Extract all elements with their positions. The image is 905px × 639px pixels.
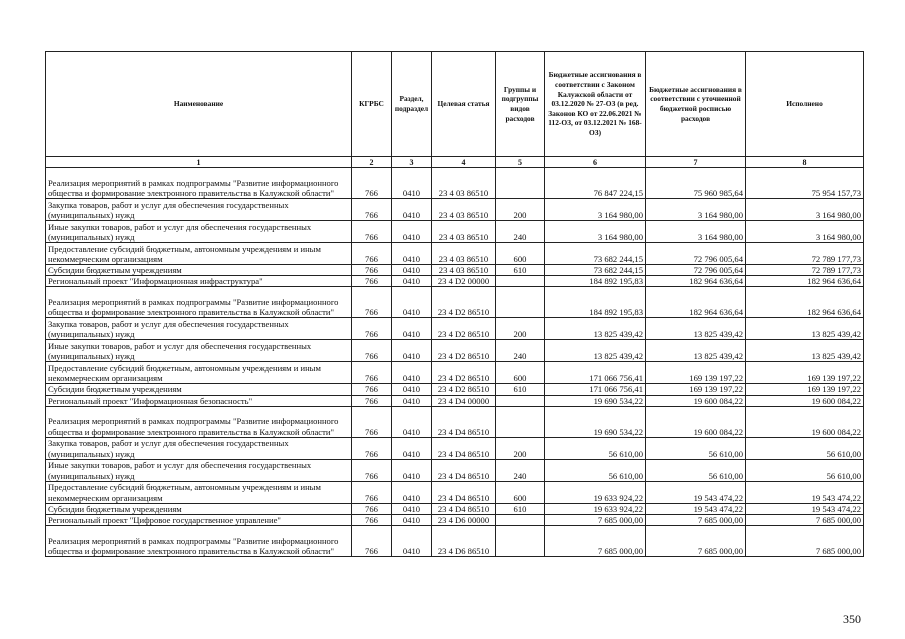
- row-kgrbs: 766: [352, 459, 392, 481]
- row-section: 0410: [392, 287, 432, 318]
- row-executed: 19 600 084,22: [746, 395, 864, 406]
- row-name: Реализация мероприятий в рамках подпрограммы "Развитие информационного общества и формирование электронного правительства в Калужской области": [46, 168, 352, 199]
- row-name: Региональный проект "Цифровое государственное управление": [46, 515, 352, 526]
- row-article: 23 4 03 86510: [432, 199, 496, 221]
- column-number: 7: [646, 157, 746, 168]
- row-article: 23 4 03 86510: [432, 221, 496, 243]
- row-law-allocation: 19 633 924,22: [545, 503, 646, 514]
- row-section: 0410: [392, 384, 432, 395]
- row-kgrbs: 766: [352, 526, 392, 557]
- row-law-allocation: 184 892 195,83: [545, 287, 646, 318]
- row-group: [496, 287, 545, 318]
- row-section: 0410: [392, 221, 432, 243]
- row-name: Реализация мероприятий в рамках подпрограммы "Развитие информационного общества и формирование электронного правительства в Калужской области": [46, 287, 352, 318]
- column-number: 1: [46, 157, 352, 168]
- row-refined-allocation: 72 796 005,64: [646, 243, 746, 265]
- row-section: 0410: [392, 243, 432, 265]
- page-number: 350: [843, 612, 861, 626]
- col-header-groups: Группы и подгруппы видов расходов: [496, 52, 545, 157]
- row-refined-allocation: 72 796 005,64: [646, 265, 746, 276]
- row-section: 0410: [392, 515, 432, 526]
- row-group: 610: [496, 265, 545, 276]
- row-name: Реализация мероприятий в рамках подпрограммы "Развитие информационного общества и формирование электронного правительства в Калужской области": [46, 406, 352, 437]
- row-group: 240: [496, 459, 545, 481]
- row-executed: 7 685 000,00: [746, 526, 864, 557]
- row-kgrbs: 766: [352, 199, 392, 221]
- row-kgrbs: 766: [352, 276, 392, 287]
- table-row: [46, 459, 864, 481]
- row-refined-allocation: 19 543 474,22: [646, 503, 746, 514]
- row-name: Иные закупки товаров, работ и услуг для обеспечения государственных (муниципальных) нужд: [46, 459, 352, 481]
- row-executed: 56 610,00: [746, 437, 864, 459]
- column-number: 4: [432, 157, 496, 168]
- row-kgrbs: 766: [352, 481, 392, 503]
- row-article: 23 4 D4 86510: [432, 437, 496, 459]
- table-row: [46, 406, 864, 437]
- row-name: Иные закупки товаров, работ и услуг для обеспечения государственных (муниципальных) нужд: [46, 340, 352, 362]
- row-name: Субсидии бюджетным учреждениям: [46, 265, 352, 276]
- table-row: [46, 168, 864, 199]
- row-section: 0410: [392, 199, 432, 221]
- row-name: Иные закупки товаров, работ и услуг для обеспечения государственных (муниципальных) нужд: [46, 221, 352, 243]
- row-name: Региональный проект "Информационная безопасность": [46, 395, 352, 406]
- row-name: Субсидии бюджетным учреждениям: [46, 503, 352, 514]
- row-kgrbs: 766: [352, 437, 392, 459]
- row-executed: 3 164 980,00: [746, 221, 864, 243]
- row-law-allocation: 73 682 244,15: [545, 265, 646, 276]
- table-row: [46, 199, 864, 221]
- row-section: 0410: [392, 459, 432, 481]
- row-kgrbs: 766: [352, 265, 392, 276]
- row-executed: 72 789 177,73: [746, 243, 864, 265]
- row-law-allocation: 171 066 756,41: [545, 362, 646, 384]
- table-body: [46, 157, 864, 557]
- row-name: Реализация мероприятий в рамках подпрограммы "Развитие информационного общества и формирование электронного правительства в Калужской области": [46, 526, 352, 557]
- column-number: 6: [545, 157, 646, 168]
- row-refined-allocation: 13 825 439,42: [646, 318, 746, 340]
- row-kgrbs: 766: [352, 287, 392, 318]
- row-group: 240: [496, 221, 545, 243]
- table-row: [46, 503, 864, 514]
- table-row: [46, 243, 864, 265]
- table-row: [46, 437, 864, 459]
- row-kgrbs: 766: [352, 221, 392, 243]
- col-header-article: Целевая статья: [432, 52, 496, 157]
- row-refined-allocation: 169 139 197,22: [646, 384, 746, 395]
- row-section: 0410: [392, 526, 432, 557]
- row-group: [496, 276, 545, 287]
- row-refined-allocation: 169 139 197,22: [646, 362, 746, 384]
- row-group: [496, 168, 545, 199]
- row-kgrbs: 766: [352, 340, 392, 362]
- row-kgrbs: 766: [352, 318, 392, 340]
- budget-table: [45, 51, 864, 557]
- row-law-allocation: 7 685 000,00: [545, 526, 646, 557]
- table-row: [46, 318, 864, 340]
- row-executed: 19 543 474,22: [746, 481, 864, 503]
- table-row: [46, 221, 864, 243]
- row-executed: 13 825 439,42: [746, 340, 864, 362]
- col-header-law-allocations: Бюджетные ассигнования в соответствии с Законом Калужской области от 03.12.2020 № 27-ОЗ (в ред. Законов КО от 22.06.2021 № 112-ОЗ, от 03.12.2021 № 168-ОЗ): [545, 52, 646, 157]
- column-number-row: [46, 157, 864, 168]
- table-row: [46, 362, 864, 384]
- row-kgrbs: 766: [352, 395, 392, 406]
- row-section: 0410: [392, 276, 432, 287]
- row-refined-allocation: 19 600 084,22: [646, 395, 746, 406]
- row-refined-allocation: 56 610,00: [646, 437, 746, 459]
- row-executed: 7 685 000,00: [746, 515, 864, 526]
- row-law-allocation: 56 610,00: [545, 437, 646, 459]
- row-article: 23 4 D4 86510: [432, 503, 496, 514]
- row-law-allocation: 19 633 924,22: [545, 481, 646, 503]
- row-law-allocation: 73 682 244,15: [545, 243, 646, 265]
- row-refined-allocation: 19 543 474,22: [646, 481, 746, 503]
- row-article: 23 4 D2 86510: [432, 287, 496, 318]
- row-executed: 19 600 084,22: [746, 406, 864, 437]
- row-law-allocation: 76 847 224,15: [545, 168, 646, 199]
- row-name: Закупка товаров, работ и услуг для обеспечения государственных (муниципальных) нужд: [46, 199, 352, 221]
- row-group: [496, 515, 545, 526]
- row-kgrbs: 766: [352, 243, 392, 265]
- row-article: 23 4 03 86510: [432, 168, 496, 199]
- row-refined-allocation: 3 164 980,00: [646, 199, 746, 221]
- row-article: 23 4 03 86510: [432, 265, 496, 276]
- row-group: 600: [496, 243, 545, 265]
- row-article: 23 4 03 86510: [432, 243, 496, 265]
- row-group: [496, 526, 545, 557]
- row-law-allocation: 19 690 534,22: [545, 406, 646, 437]
- column-number: 5: [496, 157, 545, 168]
- row-name: Предоставление субсидий бюджетным, автономным учреждениям и иным некоммерческим организациям: [46, 481, 352, 503]
- row-group: 610: [496, 503, 545, 514]
- row-law-allocation: 13 825 439,42: [545, 340, 646, 362]
- row-refined-allocation: 7 685 000,00: [646, 515, 746, 526]
- row-executed: 169 139 197,22: [746, 384, 864, 395]
- row-executed: 19 543 474,22: [746, 503, 864, 514]
- row-article: 23 4 D2 86510: [432, 318, 496, 340]
- table-row: [46, 481, 864, 503]
- col-header-kgrbs: КГРБС: [352, 52, 392, 157]
- header-row: [46, 52, 864, 157]
- row-law-allocation: 56 610,00: [545, 459, 646, 481]
- row-kgrbs: 766: [352, 168, 392, 199]
- table-row: [46, 526, 864, 557]
- row-name: Закупка товаров, работ и услуг для обеспечения государственных (муниципальных) нужд: [46, 318, 352, 340]
- row-refined-allocation: 13 825 439,42: [646, 340, 746, 362]
- column-number: 3: [392, 157, 432, 168]
- row-executed: 3 164 980,00: [746, 199, 864, 221]
- row-group: 600: [496, 362, 545, 384]
- row-law-allocation: 19 690 534,22: [545, 395, 646, 406]
- row-executed: 169 139 197,22: [746, 362, 864, 384]
- row-name: Предоставление субсидий бюджетным, автономным учреждениям и иным некоммерческим организациям: [46, 243, 352, 265]
- row-kgrbs: 766: [352, 503, 392, 514]
- row-refined-allocation: 182 964 636,64: [646, 287, 746, 318]
- row-executed: 72 789 177,73: [746, 265, 864, 276]
- row-law-allocation: 3 164 980,00: [545, 199, 646, 221]
- row-group: 200: [496, 437, 545, 459]
- row-article: 23 4 D2 86510: [432, 384, 496, 395]
- table-row: [46, 287, 864, 318]
- row-refined-allocation: 19 600 084,22: [646, 406, 746, 437]
- col-header-executed: Исполнено: [746, 52, 864, 157]
- row-refined-allocation: 56 610,00: [646, 459, 746, 481]
- row-law-allocation: 7 685 000,00: [545, 515, 646, 526]
- col-header-section: Раздел, подраздел: [392, 52, 432, 157]
- row-group: 600: [496, 481, 545, 503]
- row-article: 23 4 D2 86510: [432, 362, 496, 384]
- row-name: Региональный проект "Информационная инфраструктура": [46, 276, 352, 287]
- row-refined-allocation: 182 964 636,64: [646, 276, 746, 287]
- row-refined-allocation: 75 960 985,64: [646, 168, 746, 199]
- row-article: 23 4 D4 86510: [432, 406, 496, 437]
- row-article: 23 4 D4 86510: [432, 481, 496, 503]
- row-section: 0410: [392, 437, 432, 459]
- row-name: Субсидии бюджетным учреждениям: [46, 384, 352, 395]
- row-article: 23 4 D6 00000: [432, 515, 496, 526]
- row-kgrbs: 766: [352, 406, 392, 437]
- col-header-name: Наименование: [46, 52, 352, 157]
- row-group: 200: [496, 318, 545, 340]
- row-executed: 13 825 439,42: [746, 318, 864, 340]
- row-name: Предоставление субсидий бюджетным, автономным учреждениям и иным некоммерческим организациям: [46, 362, 352, 384]
- row-section: 0410: [392, 406, 432, 437]
- column-number: 8: [746, 157, 864, 168]
- row-article: 23 4 D4 86510: [432, 459, 496, 481]
- row-kgrbs: 766: [352, 515, 392, 526]
- row-kgrbs: 766: [352, 362, 392, 384]
- row-executed: 182 964 636,64: [746, 287, 864, 318]
- table-row: [46, 515, 864, 526]
- row-section: 0410: [392, 481, 432, 503]
- row-section: 0410: [392, 503, 432, 514]
- row-refined-allocation: 3 164 980,00: [646, 221, 746, 243]
- row-group: [496, 406, 545, 437]
- row-section: 0410: [392, 318, 432, 340]
- row-section: 0410: [392, 362, 432, 384]
- col-header-refined-allocations: Бюджетные ассигнования в соответствии с уточненной бюджетной росписью расходов: [646, 52, 746, 157]
- row-article: 23 4 D2 86510: [432, 340, 496, 362]
- row-law-allocation: 3 164 980,00: [545, 221, 646, 243]
- table-row: [46, 384, 864, 395]
- row-article: 23 4 D6 86510: [432, 526, 496, 557]
- row-group: 200: [496, 199, 545, 221]
- row-executed: 75 954 157,73: [746, 168, 864, 199]
- column-number: 2: [352, 157, 392, 168]
- row-law-allocation: 184 892 195,83: [545, 276, 646, 287]
- row-kgrbs: 766: [352, 384, 392, 395]
- table-row: [46, 265, 864, 276]
- row-name: Закупка товаров, работ и услуг для обеспечения государственных (муниципальных) нужд: [46, 437, 352, 459]
- row-section: 0410: [392, 395, 432, 406]
- row-section: 0410: [392, 265, 432, 276]
- row-group: 240: [496, 340, 545, 362]
- row-executed: 182 964 636,64: [746, 276, 864, 287]
- table-row: [46, 340, 864, 362]
- row-section: 0410: [392, 168, 432, 199]
- table-row: [46, 276, 864, 287]
- row-refined-allocation: 7 685 000,00: [646, 526, 746, 557]
- row-law-allocation: 171 066 756,41: [545, 384, 646, 395]
- row-article: 23 4 D4 00000: [432, 395, 496, 406]
- row-law-allocation: 13 825 439,42: [545, 318, 646, 340]
- row-group: 610: [496, 384, 545, 395]
- table-row: [46, 395, 864, 406]
- row-article: 23 4 D2 00000: [432, 276, 496, 287]
- row-section: 0410: [392, 340, 432, 362]
- row-group: [496, 395, 545, 406]
- row-executed: 56 610,00: [746, 459, 864, 481]
